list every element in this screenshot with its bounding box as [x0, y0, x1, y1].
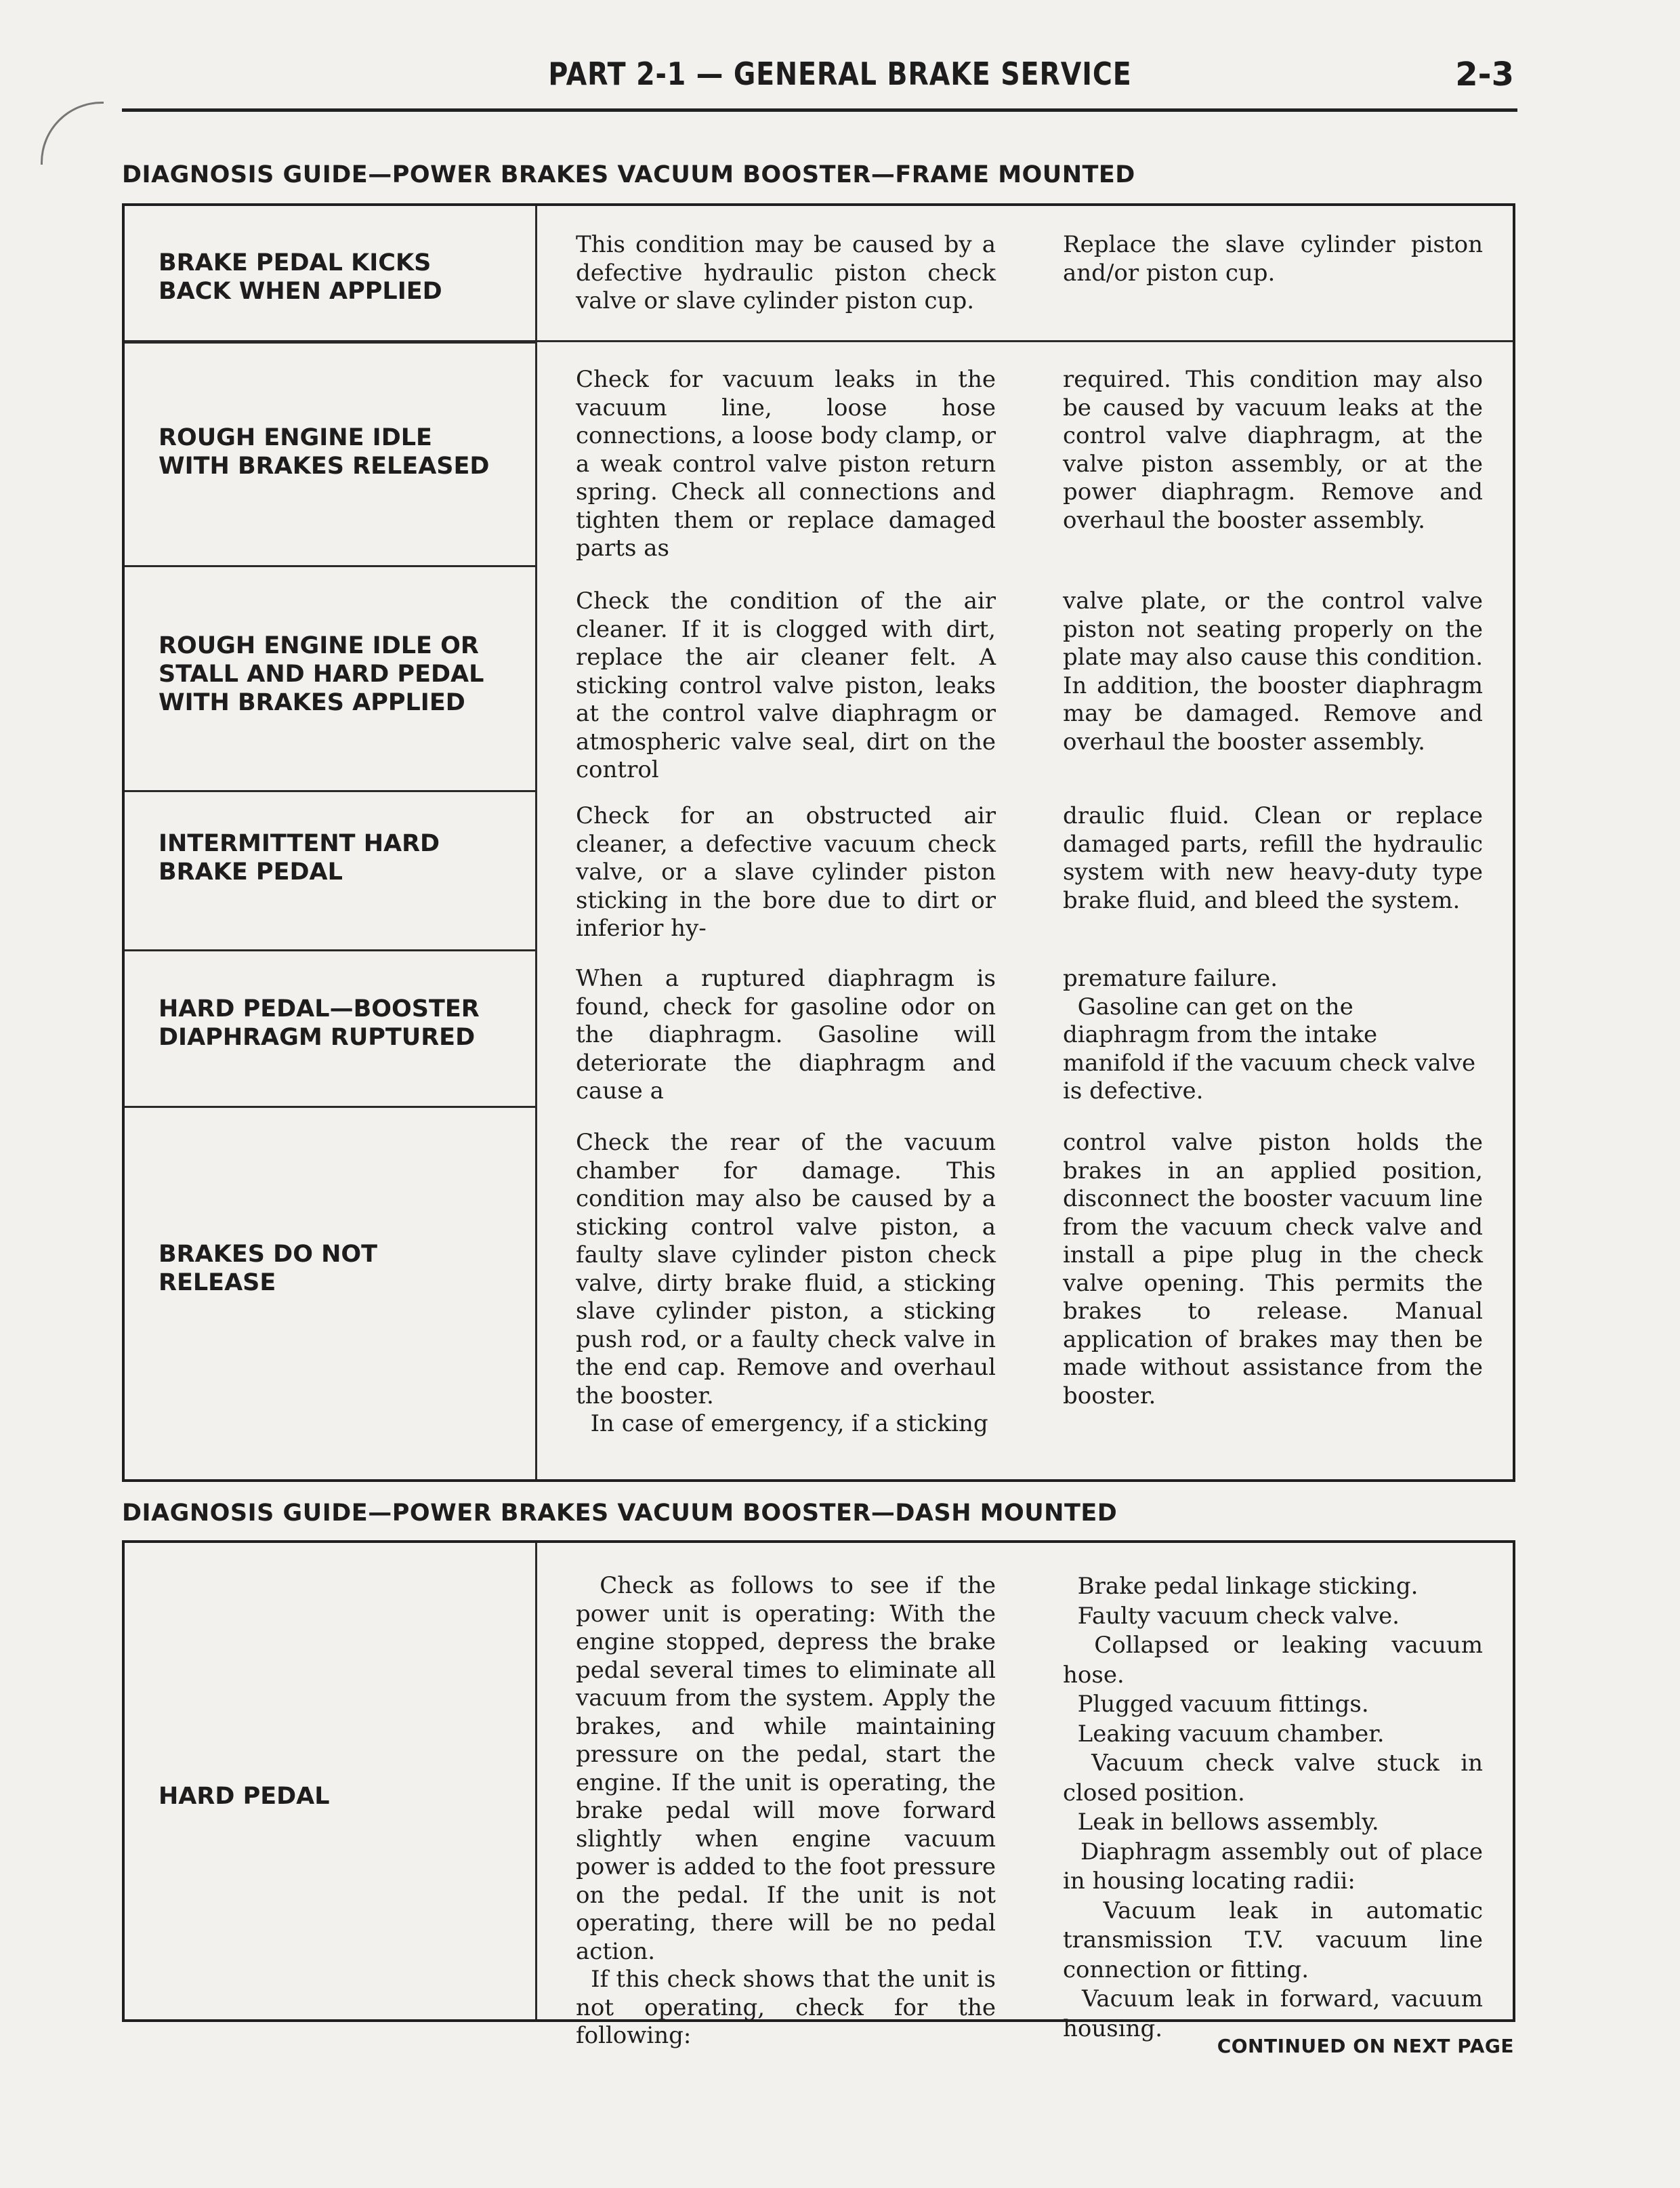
row-divider [125, 1106, 535, 1108]
continued-on-next-page: CONTINUED ON NEXT PAGE [1217, 2035, 1514, 2057]
row-divider [125, 790, 535, 792]
cause-text: When a ruptured diaphragm is found, check for gasoline odor on the diaphragm. Gasoline will deteriorate the diaphragm and cause a [576, 965, 996, 1105]
diagnosis-table-frame-mounted [122, 203, 1515, 1482]
row-divider [125, 949, 535, 951]
remedy-text: control valve piston holds the brakes in an applied position, disconnect the booster vacuum line from the vacuum check valve and install a pipe plug in the check valve opening. This permits the brakes to release. Manual application of brakes may then be made without assistance from the booster. [1063, 1129, 1483, 1409]
remedy-text: Replace the slave cylinder piston and/or piston cup. [1063, 231, 1483, 287]
remedy-text: required. This condition may also be caused by vacuum leaks at the control valve diaphragm, at the valve piston assembly, or at the power diaphragm. Remove and overhaul the booster assembly. [1063, 366, 1483, 534]
page-number: 2-3 [1455, 56, 1514, 94]
remedy-text: draulic fluid. Clean or replace damaged parts, refill the hydraulic system with new heavy-duty type brake fluid, and bleed the system. [1063, 802, 1483, 914]
row-divider [125, 565, 535, 567]
condition-label: HARD PEDAL—BOOSTER DIAPHRAGM RUPTURED [159, 995, 480, 1051]
condition-label: HARD PEDAL [159, 1783, 330, 1810]
cause-text: Check for vacuum leaks in the vacuum line, loose hose connections, a loose body clamp, or a weak control valve piston return spring. Check all connections and tighten them or replace damaged parts as [576, 366, 996, 562]
remedy-text: premature failure. Gasoline can get on the diaphragm from the intake manifold if the vacuum check valve is defective. [1063, 965, 1476, 1105]
remedy-text: valve plate, or the control valve piston not seating properly on the plate may also cause this condition. In addition, the booster diaphragm may be damaged. Remove and overhaul the booster assembly. [1063, 587, 1483, 756]
condition-label: BRAKE PEDAL KICKS BACK WHEN APPLIED [159, 249, 442, 305]
condition-label: BRAKES DO NOT RELEASE [159, 1241, 378, 1296]
page-header-title: PART 2-1 — GENERAL BRAKE SERVICE [548, 56, 1132, 92]
cause-text: This condition may be caused by a defective hydraulic piston check valve or slave cylinder piston cup. [576, 231, 996, 314]
cause-text: Check for an obstructed air cleaner, a defective vacuum check valve, or a slave cylinder piston sticking in the bore due to dirt or inferior hy- [576, 802, 996, 942]
remedy-text: Brake pedal linkage sticking. Faulty vacuum check valve. Collapsed or leaking vacuum hose. Plugged vacuum fittings. Leaking vacuum chamber. Vacuum check valve stuck in closed position. Leak in bellows assembly. Diaphragm assembly out of place in housing locating radii: Vacuum leak in automatic transmission T.V. vacuum line connection or fitting. Vacuum leak in forward, vacuum housing. [1063, 1573, 1484, 2042]
condition-label: ROUGH ENGINE IDLE WITH BRAKES RELEASED [159, 424, 490, 480]
column-divider [535, 1543, 537, 2019]
header-rule [122, 108, 1517, 112]
row-divider [125, 340, 1513, 342]
cause-text: Check the rear of the vacuum chamber for damage. This condition may also be caused by a sticking control valve piston, a faulty slave cylinder piston check valve, dirty brake fluid, a sticking slave cylinder piston, a sticking push rod, or a faulty check valve in the end cap. Remove and overhaul the booster. In case of emergency, if a sticking [576, 1129, 996, 1437]
section-heading-dash-mounted: DIAGNOSIS GUIDE—POWER BRAKES VACUUM BOOSTER—DASH MOUNTED [122, 1500, 1118, 1527]
section-heading-frame-mounted: DIAGNOSIS GUIDE—POWER BRAKES VACUUM BOOSTER—FRAME MOUNTED [122, 161, 1135, 188]
condition-label: ROUGH ENGINE IDLE OR STALL AND HARD PEDAL WITH BRAKES APPLIED [159, 632, 484, 716]
condition-label: INTERMITTENT HARD BRAKE PEDAL [159, 830, 440, 886]
column-divider [535, 206, 537, 1479]
page-corner-mark [41, 102, 104, 165]
cause-text: Check as follows to see if the power unit is operating: With the engine stopped, depress the brake pedal several times to eliminate all vacuum from the system. Apply the brakes, and while maintaining pressure on the pedal, start the engine. If the unit is operating, the brake pedal will move forward slightly when engine vacuum power is added to the foot pressure on the pedal. If the unit is not operating, there will be no pedal action. If this check shows that the unit is not operating, check for the following: [576, 1572, 996, 2049]
cause-text: Check the condition of the air cleaner. If it is clogged with dirt, replace the air cleaner felt. A sticking control valve piston, leaks at the control valve diaphragm or atmospheric valve seal, dirt on the control [576, 587, 996, 783]
